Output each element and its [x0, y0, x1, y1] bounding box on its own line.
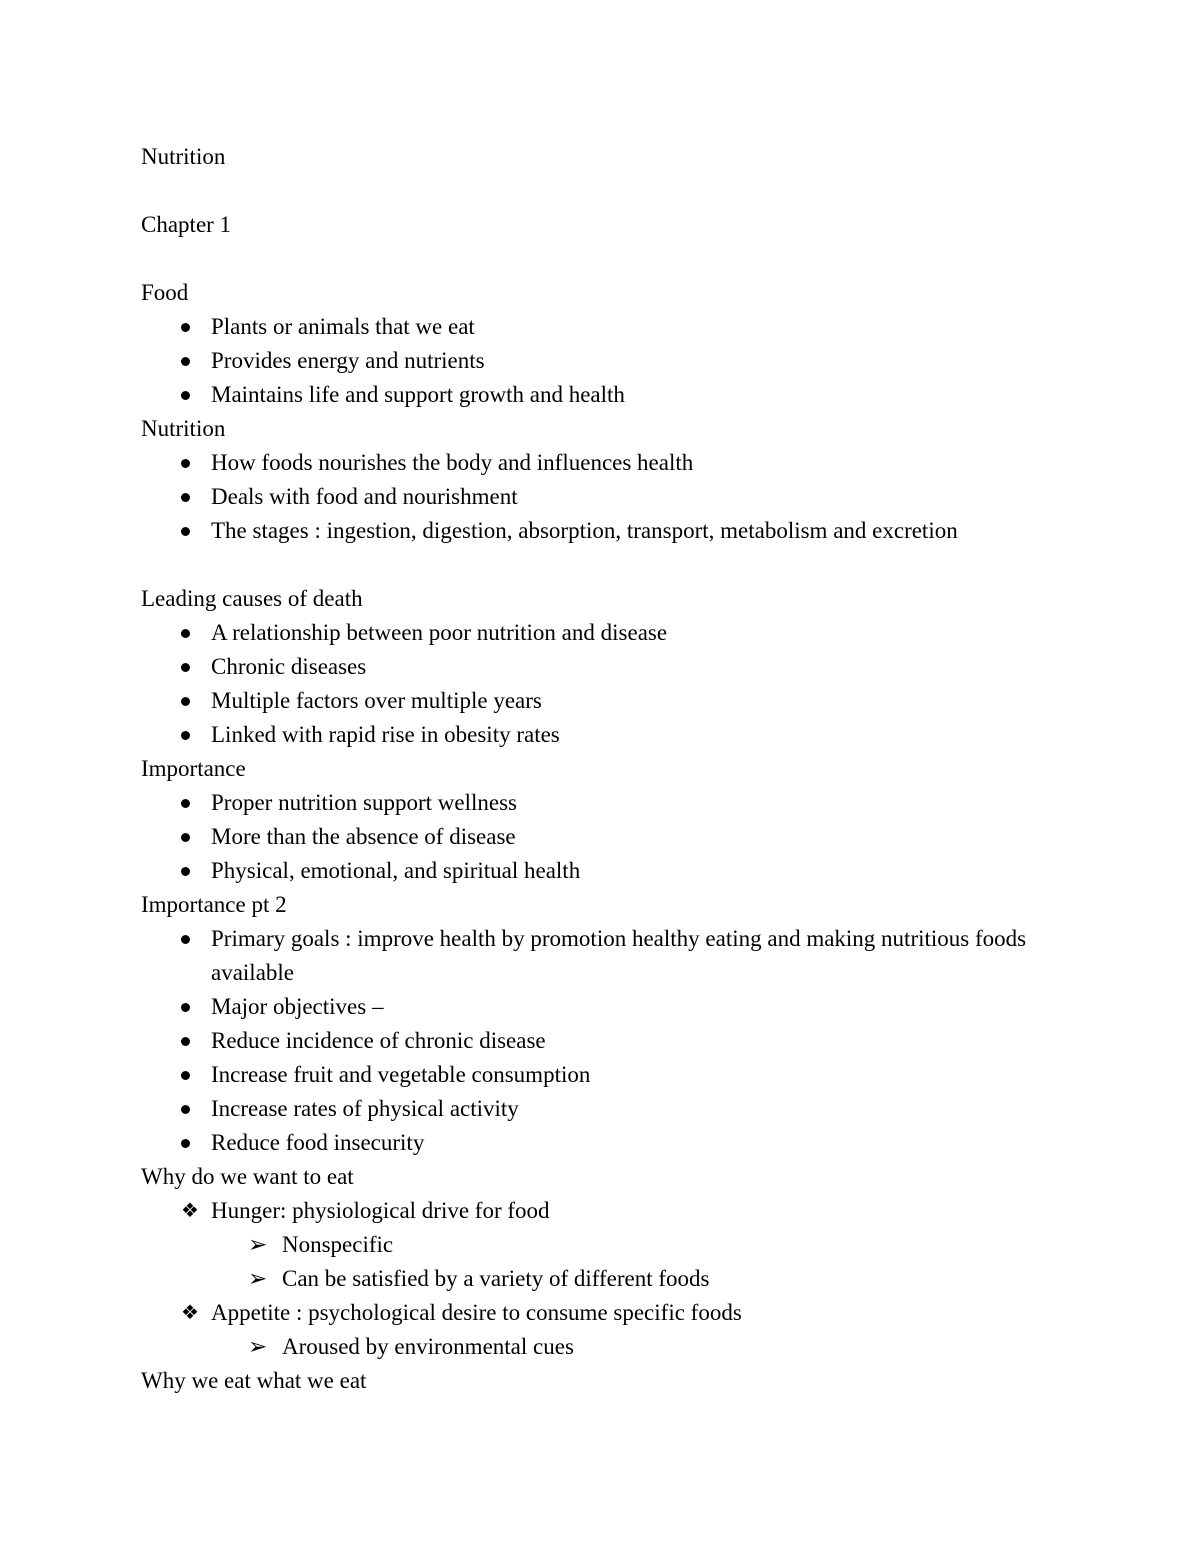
list-item-text: Primary goals : improve health by promotion healthy eating and making nutritious foods available — [211, 926, 1027, 985]
list-item-text: Increase rates of physical activity — [211, 1096, 519, 1121]
document-page — [141, 140, 1071, 1398]
list-item — [141, 378, 1071, 412]
list-item — [141, 718, 1071, 752]
list-item — [141, 1194, 1071, 1228]
list-item-text: Provides energy and nutrients — [211, 348, 485, 373]
list-item-text: Increase fruit and vegetable consumption — [211, 1062, 591, 1087]
bullet-dot-icon — [181, 935, 190, 944]
bullet-dot-icon — [181, 493, 190, 502]
bullet-list-why-eat — [141, 1194, 1071, 1364]
bullet-dot-icon — [181, 527, 190, 536]
spacer — [141, 548, 1071, 582]
list-item — [141, 1092, 1071, 1126]
list-item — [141, 1024, 1071, 1058]
bullet-dot-icon — [181, 459, 190, 468]
bullet-dot-icon — [181, 731, 190, 740]
diamond-bullet-icon: ❖ — [181, 1302, 199, 1324]
list-item-text: Hunger: physiological drive for food — [211, 1198, 550, 1223]
bullet-dot-icon — [181, 323, 190, 332]
section-heading-importance-pt2: Importance pt 2 — [141, 892, 287, 917]
list-item — [141, 480, 1071, 514]
sub-list-item — [141, 1330, 1071, 1364]
spacer — [141, 242, 1071, 276]
sub-list-item — [141, 1262, 1071, 1296]
sub-list-item-text: Aroused by environmental cues — [282, 1334, 574, 1359]
diamond-bullet-icon: ❖ — [181, 1200, 199, 1222]
sub-list-item-text: Can be satisfied by a variety of different foods — [282, 1266, 710, 1291]
list-item-text: Plants or animals that we eat — [211, 314, 475, 339]
section-heading-leading-causes: Leading causes of death — [141, 586, 363, 611]
list-item — [141, 446, 1071, 480]
list-item-text: Multiple factors over multiple years — [211, 688, 542, 713]
sub-list-item-text: Nonspecific — [282, 1232, 394, 1257]
list-item — [141, 854, 1071, 888]
bullet-dot-icon — [181, 799, 190, 808]
section-heading-food: Food — [141, 280, 189, 305]
bullet-list-nutrition — [141, 446, 1071, 548]
bullet-dot-icon — [181, 663, 190, 672]
section-heading-why-eat: Why do we want to eat — [141, 1164, 354, 1189]
arrowhead-bullet-icon: ➢ — [248, 1232, 268, 1257]
bullet-dot-icon — [181, 629, 190, 638]
bullet-list-leading-causes — [141, 616, 1071, 752]
sub-list-item — [141, 1228, 1071, 1262]
list-item — [141, 310, 1071, 344]
list-item — [141, 514, 1071, 548]
chapter-title: Chapter 1 — [141, 212, 232, 237]
section-heading-why-what: Why we eat what we eat — [141, 1368, 367, 1393]
list-item — [141, 922, 1071, 990]
list-item-text: Reduce food insecurity — [211, 1130, 425, 1155]
list-item-text: How foods nourishes the body and influences health — [211, 450, 694, 475]
bullet-dot-icon — [181, 391, 190, 400]
bullet-dot-icon — [181, 1105, 190, 1114]
list-item-text: Linked with rapid rise in obesity rates — [211, 722, 560, 747]
section-heading-importance: Importance — [141, 756, 246, 781]
list-item — [141, 344, 1071, 378]
list-item-text: Deals with food and nourishment — [211, 484, 518, 509]
list-item — [141, 684, 1071, 718]
bullet-list-food — [141, 310, 1071, 412]
list-item — [141, 1126, 1071, 1160]
list-item-text: Proper nutrition support wellness — [211, 790, 517, 815]
document-title: Nutrition — [141, 144, 226, 169]
bullet-dot-icon — [181, 697, 190, 706]
bullet-dot-icon — [181, 1139, 190, 1148]
list-item-text: The stages : ingestion, digestion, absorption, transport, metabolism and excretion — [211, 518, 958, 543]
list-item — [141, 820, 1071, 854]
list-item-text: More than the absence of disease — [211, 824, 516, 849]
list-item-text: A relationship between poor nutrition and disease — [211, 620, 668, 645]
spacer — [141, 174, 1071, 208]
section-heading-nutrition: Nutrition — [141, 416, 226, 441]
arrowhead-bullet-icon: ➢ — [248, 1334, 268, 1359]
arrowhead-bullet-icon: ➢ — [248, 1266, 268, 1291]
list-item — [141, 786, 1071, 820]
bullet-dot-icon — [181, 1003, 190, 1012]
list-item-text: Reduce incidence of chronic disease — [211, 1028, 546, 1053]
bullet-list-importance — [141, 786, 1071, 888]
bullet-dot-icon — [181, 357, 190, 366]
bullet-dot-icon — [181, 1037, 190, 1046]
list-item — [141, 990, 1071, 1024]
bullet-dot-icon — [181, 833, 190, 842]
list-item-text: Major objectives – — [211, 994, 384, 1019]
list-item-text: Appetite : psychological desire to consume specific foods — [211, 1300, 742, 1325]
list-item-text: Physical, emotional, and spiritual health — [211, 858, 581, 883]
bullet-list-importance-pt2 — [141, 922, 1071, 1160]
list-item — [141, 1296, 1071, 1330]
list-item — [141, 616, 1071, 650]
list-item-text: Maintains life and support growth and health — [211, 382, 625, 407]
bullet-dot-icon — [181, 867, 190, 876]
bullet-dot-icon — [181, 1071, 190, 1080]
list-item — [141, 1058, 1071, 1092]
list-item — [141, 650, 1071, 684]
list-item-text: Chronic diseases — [211, 654, 367, 679]
